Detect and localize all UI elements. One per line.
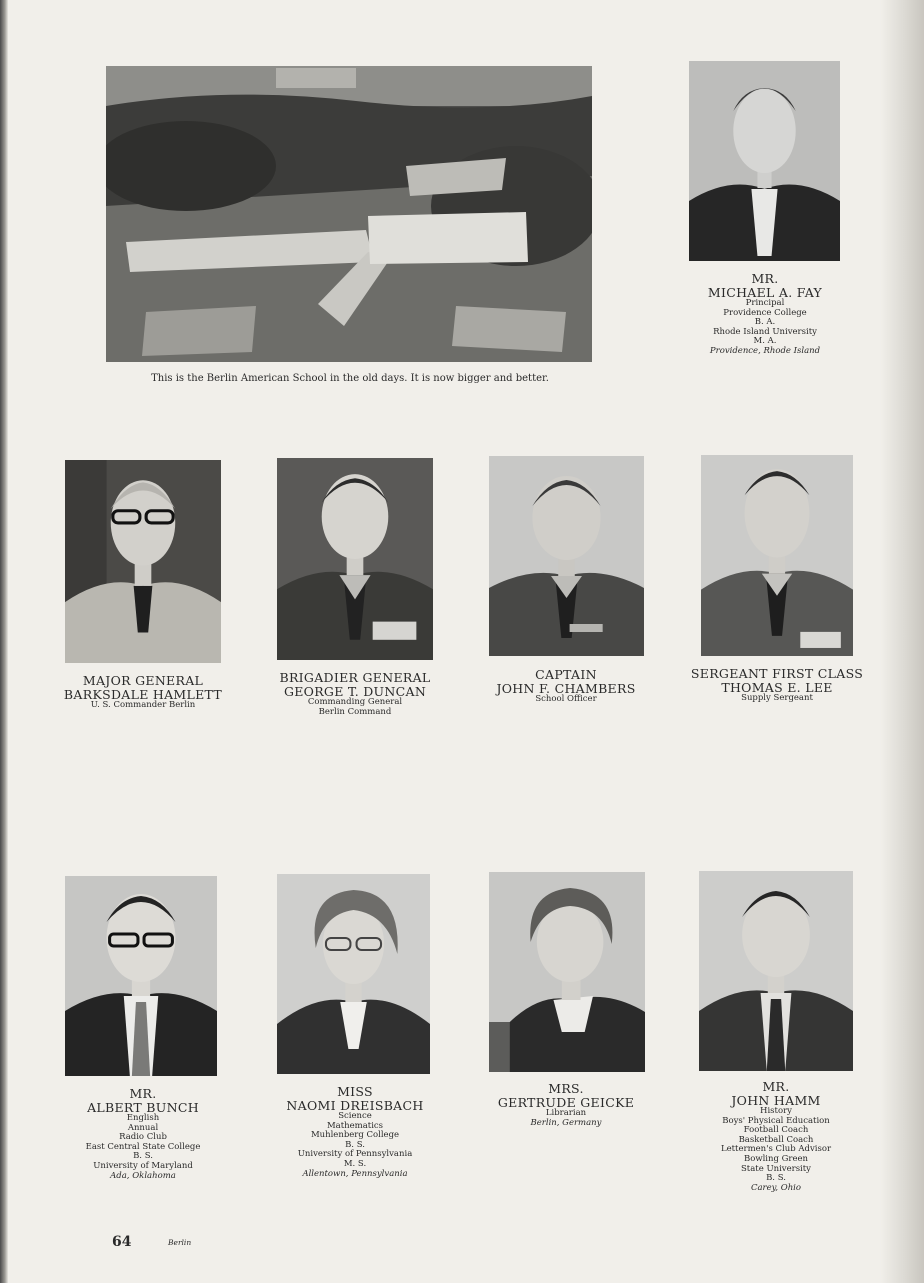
detail-line: U. S. Commander Berlin <box>90 700 196 710</box>
name-text: NAOMI DREISBACH <box>286 1097 424 1113</box>
caption-albert-bunch <box>43 1087 243 1181</box>
name-text: JOHN F. CHAMBERS <box>496 680 636 696</box>
caption-gertrude-geicke <box>466 1082 666 1128</box>
detail-line: State University <box>740 1163 811 1174</box>
page-right-edge <box>880 0 924 1283</box>
detail-line: Rhode Island University <box>713 326 817 337</box>
hometown-text: Carey, Ohio <box>750 1182 802 1193</box>
hometown-text: Berlin, Germany <box>530 1117 602 1128</box>
detail-line: Berlin Command <box>318 706 392 717</box>
detail-line: Supply Sergeant <box>741 693 813 703</box>
portrait-michael-fay <box>689 61 840 261</box>
name-text: JOHN HAMM <box>731 1092 821 1108</box>
detail-line: B. S. <box>133 1151 153 1162</box>
caption-michael-fay <box>660 272 870 357</box>
detail-line: Librarian <box>545 1108 587 1118</box>
title-text: MR. <box>762 1079 790 1094</box>
portrait-albert-bunch <box>65 876 217 1076</box>
title-text: MR. <box>129 1086 157 1101</box>
name-text: GEORGE T. DUNCAN <box>283 683 427 699</box>
section-name: Berlin <box>168 1238 192 1247</box>
detail-line: School Officer <box>535 694 597 704</box>
detail-line: Radio Club <box>119 1132 167 1143</box>
detail-line: Annual <box>127 1122 159 1133</box>
title-text: MR. <box>751 271 779 286</box>
hometown-text: Providence, Rhode Island <box>709 345 821 356</box>
portrait-barksdale-hamlett <box>65 460 221 663</box>
page-number: 64 <box>112 1234 132 1250</box>
portrait-john-hamm <box>699 871 853 1071</box>
detail-line: Mathematics <box>326 1120 384 1131</box>
detail-line: Science <box>338 1111 372 1121</box>
caption-thomas-lee <box>672 667 882 704</box>
detail-line: Principal <box>745 298 785 308</box>
detail-line: University of Maryland <box>93 1160 193 1171</box>
caption-barksdale-hamlett <box>43 674 243 711</box>
school-aerial-photo <box>106 66 592 362</box>
name-text: THOMAS E. LEE <box>721 679 833 695</box>
detail-line: Lettermen's Club Advisor <box>720 1144 832 1155</box>
title-text: SERGEANT FIRST CLASS <box>690 666 864 681</box>
detail-line: Football Coach <box>743 1125 809 1136</box>
detail-line: Boys' Physical Education <box>722 1115 830 1126</box>
portrait-gertrude-geicke <box>489 872 645 1072</box>
detail-line: B. S. <box>345 1139 365 1150</box>
detail-line: History <box>760 1106 792 1116</box>
school-photo-caption: This is the Berlin American School in the old days. It is now bigger and better. <box>151 373 549 384</box>
detail-line: Muhlenberg College <box>310 1130 400 1141</box>
hometown-text: Allentown, Pennsylvania <box>302 1168 408 1179</box>
detail-line: M. A. <box>753 336 777 347</box>
caption-naomi-dreisbach <box>255 1085 455 1179</box>
detail-line: B. A. <box>754 317 776 328</box>
title-text: BRIGADIER GENERAL <box>279 670 431 685</box>
title-text: MRS. <box>548 1081 584 1096</box>
hometown-text: Ada, Oklahoma <box>110 1170 176 1181</box>
detail-line: English <box>126 1113 160 1123</box>
caption-george-duncan <box>255 671 455 717</box>
detail-line: University of Pennsylvania <box>297 1149 413 1160</box>
detail-line: B. S. <box>766 1173 786 1184</box>
page-binding-edge <box>0 0 8 1283</box>
name-text: GERTRUDE GEICKE <box>497 1094 635 1110</box>
detail-line: Commanding General <box>307 697 403 707</box>
caption-john-chambers <box>466 668 666 705</box>
detail-line: Providence College <box>723 307 807 318</box>
title-text: MISS <box>337 1084 373 1099</box>
portrait-george-duncan <box>277 458 433 660</box>
title-text: CAPTAIN <box>535 667 597 682</box>
portrait-john-chambers <box>489 456 644 656</box>
title-text: MAJOR GENERAL <box>82 673 204 688</box>
portrait-thomas-lee <box>701 455 853 656</box>
name-text: BARKSDALE HAMLETT <box>63 686 223 702</box>
name-text: MICHAEL A. FAY <box>707 284 823 300</box>
detail-line: Basketball Coach <box>738 1134 814 1145</box>
portrait-naomi-dreisbach <box>277 874 430 1074</box>
caption-john-hamm <box>676 1080 876 1193</box>
detail-line: Bowling Green <box>743 1153 809 1164</box>
name-text: ALBERT BUNCH <box>87 1099 199 1115</box>
detail-line: M. S. <box>343 1158 367 1169</box>
detail-line: East Central State College <box>85 1141 201 1152</box>
